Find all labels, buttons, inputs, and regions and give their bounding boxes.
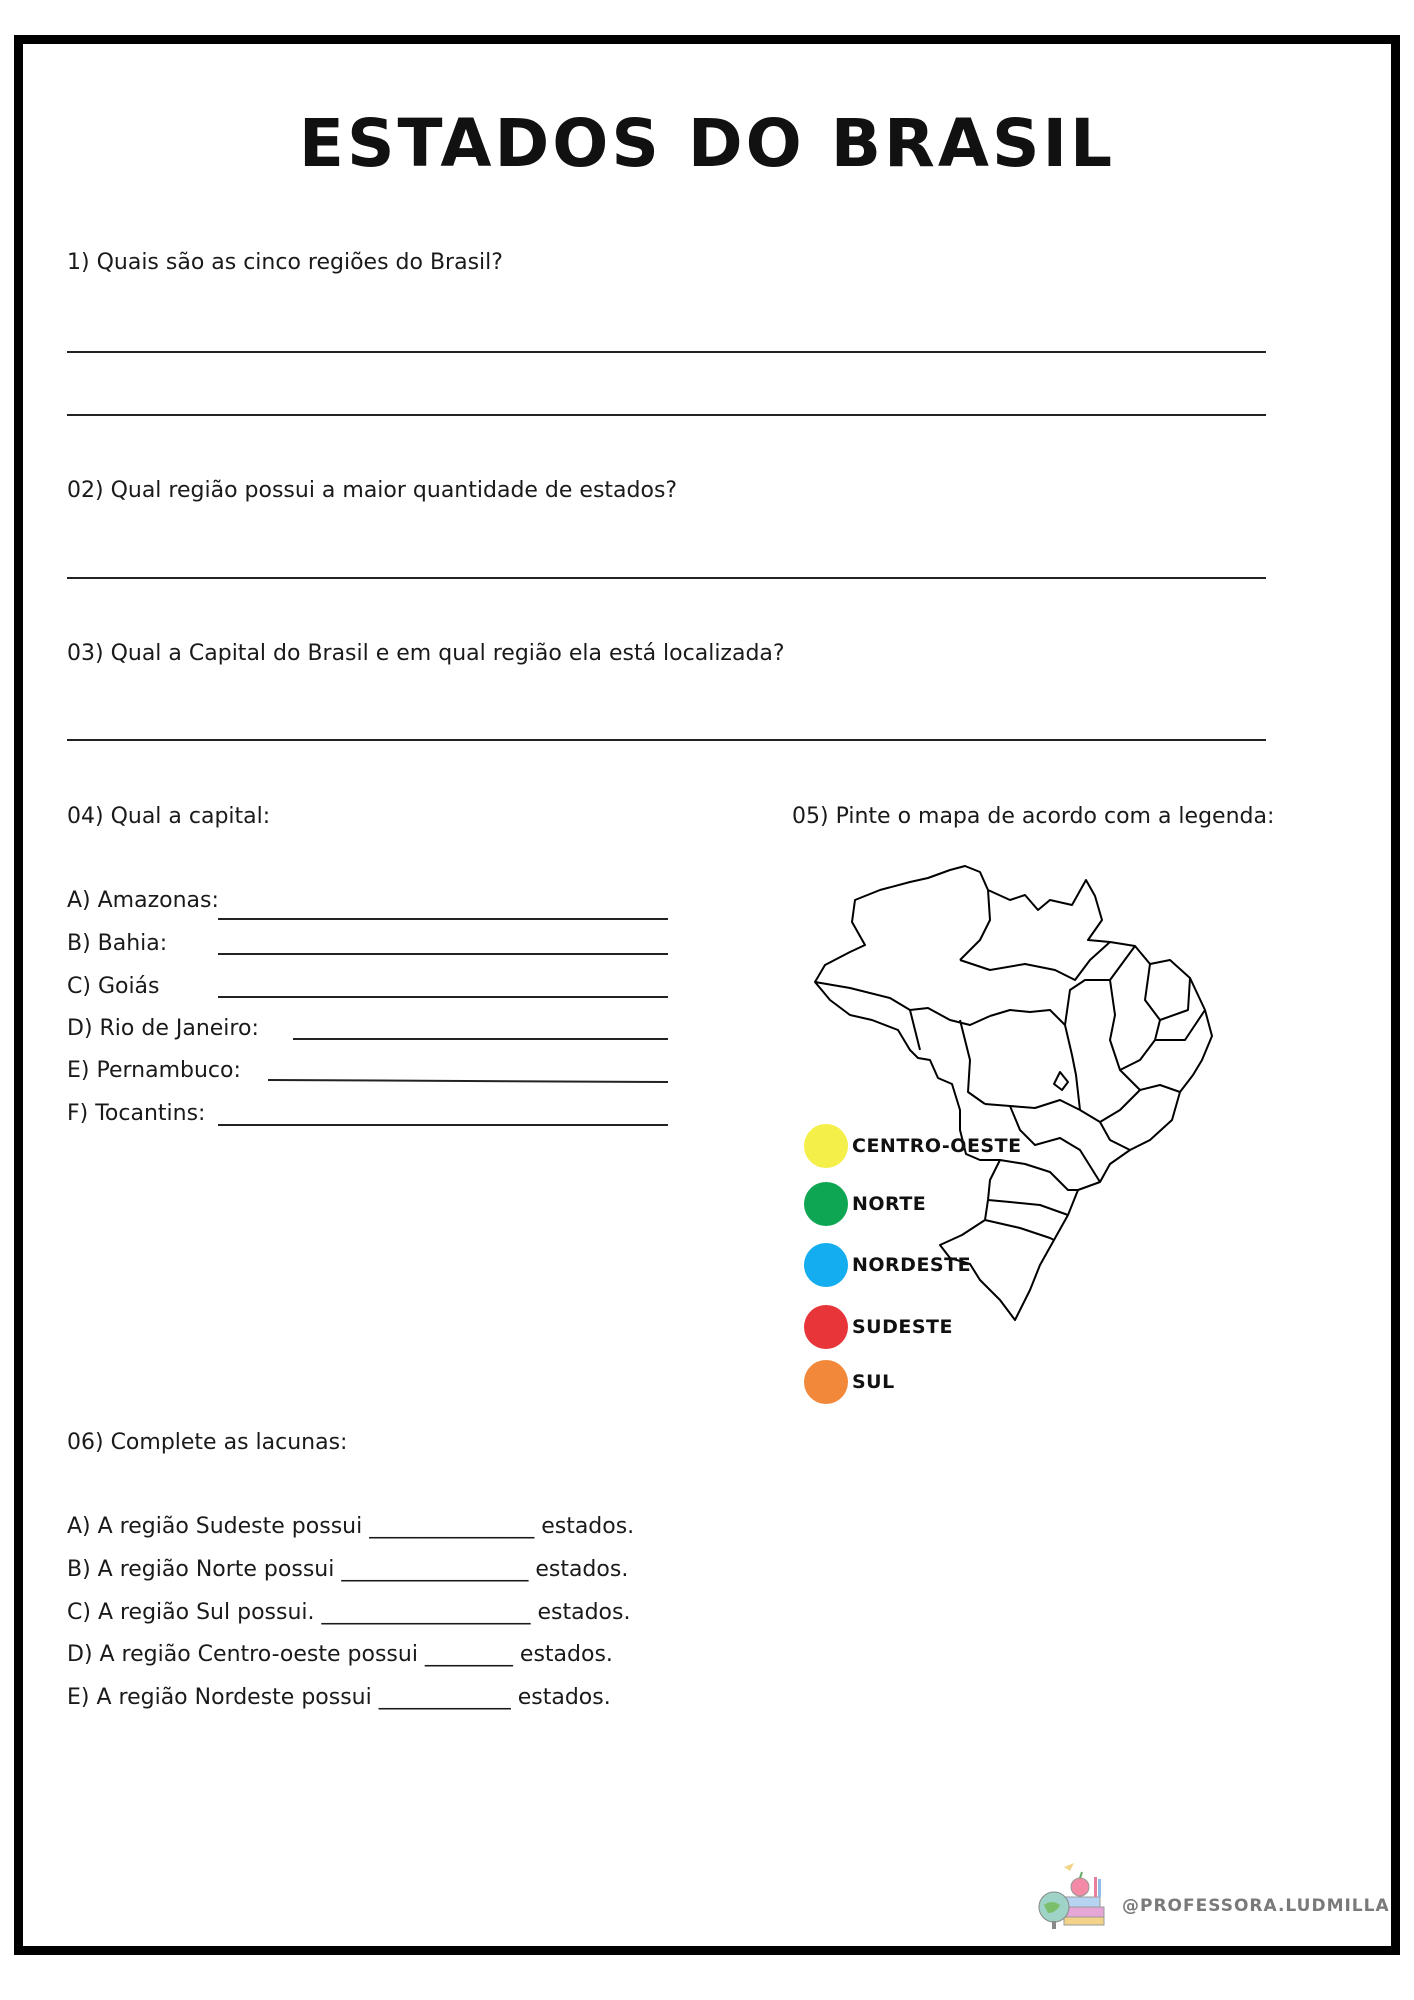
answer-line-2[interactable] (67, 577, 1266, 579)
question-1: 1) Quais são as cinco regiões do Brasil? (67, 250, 503, 275)
capital-item-pernambuco: E) Pernambuco: (67, 1058, 241, 1083)
legend-swatch-centro-oeste (804, 1124, 848, 1168)
question-2: 02) Qual região possui a maior quantidade de estados? (67, 478, 678, 503)
question-6: 06) Complete as lacunas: (67, 1430, 348, 1455)
capital-item-goias: C) Goiás (67, 974, 160, 999)
answer-line-3[interactable] (67, 739, 1266, 741)
question-5: 05) Pinte o mapa de acordo com a legenda: (792, 804, 1275, 829)
fill-item-centro-oeste: D) A região Centro-oeste possui ________ estados. (67, 1642, 613, 1667)
question-3: 03) Qual a Capital do Brasil e em qual região ela está localizada? (67, 641, 785, 666)
legend-swatch-norte (804, 1182, 848, 1226)
question-4: 04) Qual a capital: (67, 804, 271, 829)
legend-label-nordeste: NORDESTE (852, 1254, 972, 1276)
capital-item-bahia: B) Bahia: (67, 931, 168, 956)
fill-item-nordeste: E) A região Nordeste possui ____________ estados. (67, 1685, 611, 1710)
capital-line-goias[interactable] (218, 996, 668, 998)
legend-sudeste (804, 1305, 953, 1349)
answer-line-1b[interactable] (67, 414, 1266, 416)
capital-line-bahia[interactable] (218, 953, 668, 955)
capital-item-rio: D) Rio de Janeiro: (67, 1016, 259, 1041)
legend-centro-oeste (804, 1124, 1022, 1168)
fill-item-sudeste: A) A região Sudeste possui _______________ estados. (67, 1514, 635, 1539)
capital-line-amazonas[interactable] (218, 918, 668, 920)
page-title: ESTADOS DO BRASIL (298, 105, 1116, 182)
author-handle: @PROFESSORA.LUDMILLA (1122, 1896, 1390, 1916)
legend-sul (804, 1360, 895, 1404)
legend-nordeste (804, 1243, 971, 1287)
legend-swatch-sudeste (804, 1305, 848, 1349)
answer-line-1a[interactable] (67, 351, 1266, 353)
legend-label-sul: SUL (852, 1371, 895, 1393)
legend-label-sudeste: SUDESTE (852, 1316, 953, 1338)
capital-item-tocantins: F) Tocantins: (67, 1101, 206, 1126)
legend-swatch-nordeste (804, 1243, 848, 1287)
legend-label-centro-oeste: CENTRO-OESTE (852, 1135, 1022, 1157)
legend-label-norte: NORTE (852, 1193, 927, 1215)
teacher-logo-icon (1034, 1855, 1112, 1933)
fill-item-norte: B) A região Norte possui _________________ estados. (67, 1557, 629, 1582)
capital-line-rio[interactable] (293, 1038, 668, 1040)
fill-item-sul: C) A região Sul possui. ___________________ estados. (67, 1600, 631, 1625)
legend-norte (804, 1182, 926, 1226)
capital-item-amazonas: A) Amazonas: (67, 888, 219, 913)
capital-line-tocantins[interactable] (218, 1124, 668, 1126)
legend-swatch-sul (804, 1360, 848, 1404)
